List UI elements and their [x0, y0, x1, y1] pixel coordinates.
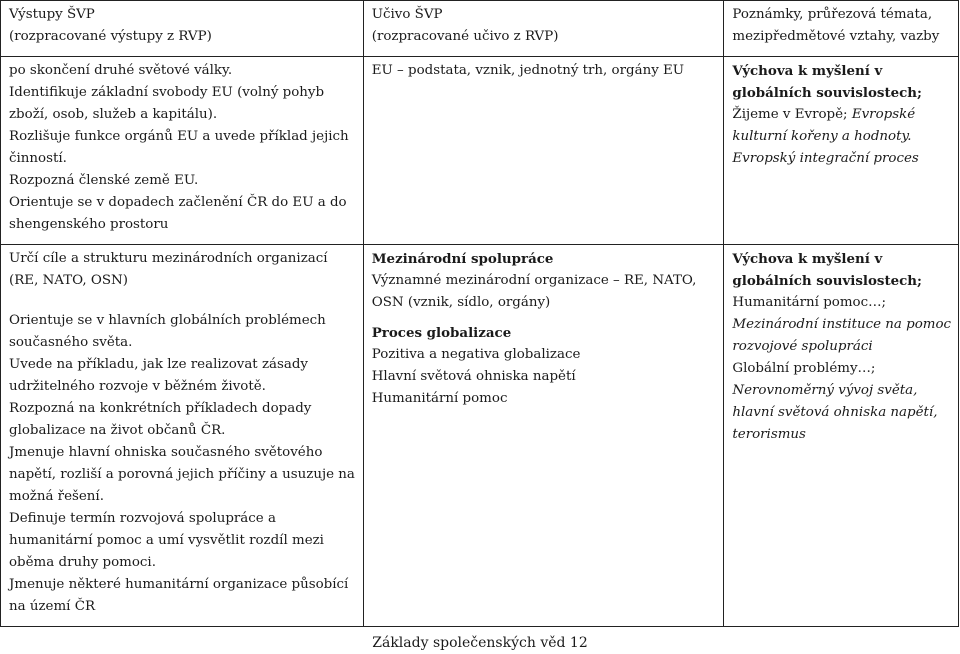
outcome-group [9, 310, 357, 618]
page-footer: Základy společenských věd 12 [372, 635, 588, 651]
content-item: Pozitiva a negativa globalizace [371, 347, 581, 362]
content-item: EU – podstata, vznik, jednotný trh, orgány EU [371, 63, 685, 78]
content-title: Mezinárodní spolupráce [371, 251, 554, 267]
table-row-global [1, 245, 959, 627]
outcome-item: Rozpozná na konkrétních příkladech dopady globalizace na život občanů ČR. [9, 401, 312, 438]
header-notes [724, 1, 959, 57]
content-item: Humanitární pomoc [371, 391, 508, 406]
outcome-item: Jmenuje některé humanitární organizace působící na území ČR [9, 577, 349, 614]
cross-theme-item: Evropský integrační proces [732, 151, 919, 166]
header-content [363, 1, 724, 57]
cross-theme-item: Nerovnoměrný vývoj světa, hlavní světová ohniska napětí, terorismus [732, 383, 938, 442]
cross-theme-item: Globální problémy…; [732, 361, 876, 376]
table-row-eu [1, 57, 959, 245]
outcome-item: Definuje termín rozvojová spolupráce a humanitární pomoc a umí vysvětlit rozdíl mezi oběma druhy pomoci. [9, 511, 324, 570]
outcomes-cell-eu [1, 57, 364, 245]
header-notes-line-2: mezipředmětové vztahy, vazby [732, 29, 940, 44]
outcome-item: Určí cíle a strukturu mezinárodních organizací (RE, NATO, OSN) [9, 251, 328, 288]
header-notes-line-1: Poznámky, průřezová témata, [732, 7, 933, 22]
content-title: Proces globalizace [371, 325, 512, 341]
content-item: Významné mezinárodní organizace – RE, NATO, OSN (vznik, sídlo, orgány) [371, 273, 697, 310]
cross-theme-item: Žijeme v Evropě; [732, 107, 848, 122]
notes-cell-eu [724, 57, 959, 245]
outcome-item: Uvede na příkladu, jak lze realizovat zásady udržitelného rozvoje v běžném životě. [9, 357, 308, 394]
outcome-item: Jmenuje hlavní ohniska současného světového napětí, rozliší a porovná jejich příčiny a usuzuje na možná řešení. [9, 445, 355, 504]
content-item: Hlavní světová ohniska napětí [371, 369, 576, 384]
outcomes-cell-global [1, 245, 364, 627]
notes-cell-global [724, 245, 959, 627]
cross-theme-title: Výchova k myšlení v globálních souvislostech; [732, 251, 922, 289]
content-cell-global [363, 245, 724, 627]
outcome-item: po skončení druhé světové války. [9, 63, 233, 78]
header-row [1, 1, 959, 57]
outcome-item: Identifikuje základní svobody EU (volný pohyb zboží, osob, služeb a kapitálu). [9, 85, 325, 122]
outcome-item: Orientuje se v hlavních globálních problémech současného světa. [9, 313, 326, 350]
content-group [372, 322, 718, 410]
cross-theme-title: Výchova k myšlení v globálních souvislostech; [732, 63, 922, 101]
cross-theme-item: Evropské kulturní kořeny a hodnoty. [732, 107, 916, 144]
header-outcomes-line-2: (rozpracované výstupy z RVP) [9, 29, 212, 44]
outcome-item: Rozpozná členské země EU. [9, 173, 199, 188]
content-cell-eu [363, 57, 724, 245]
outcome-item: Rozlišuje funkce orgánů EU a uvede příklad jejich činností. [9, 129, 349, 166]
outcome-item: Orientuje se v dopadech začlenění ČR do EU a do shengenského prostoru [9, 195, 347, 232]
cross-theme-item: Humanitární pomoc…; [732, 295, 887, 310]
header-outcomes-line-1: Výstupy ŠVP [9, 7, 95, 22]
header-content-line-1: Učivo ŠVP [371, 7, 443, 22]
cross-theme-item: Mezinárodní instituce na pomoc rozvojové spolupráci [732, 317, 952, 354]
header-content-line-2: (rozpracované učivo z RVP) [371, 29, 559, 44]
header-outcomes [1, 1, 364, 57]
